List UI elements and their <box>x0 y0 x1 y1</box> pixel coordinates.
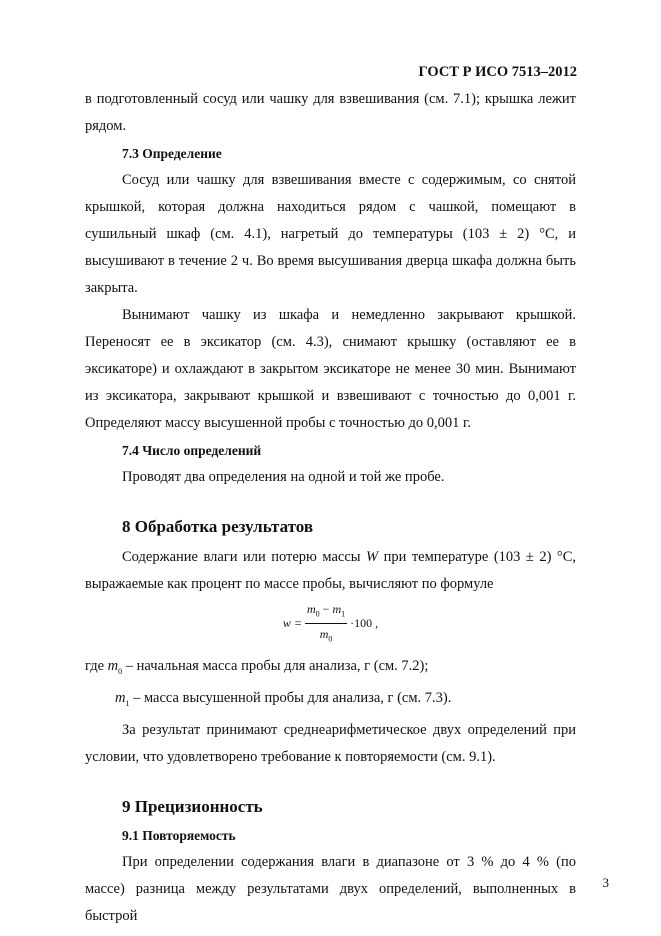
formula-lhs: w = <box>282 616 302 631</box>
paragraph-number-of-determinations: Проводят два определения на одной и той же пробе. <box>122 469 445 485</box>
moisture-formula <box>85 602 576 647</box>
paragraph-continued: в подготовленный сосуд или чашку для взвешивания (см. 7.1); крышка лежит рядом. <box>85 91 576 134</box>
document-body <box>85 86 576 930</box>
section-9-1-heading: 9.1 Повторяемость <box>122 827 236 843</box>
formula-denominator: $m_0$ <box>319 627 333 644</box>
variable-W: W <box>365 549 379 565</box>
section-7-3-heading: 7.3 Определение <box>122 146 222 161</box>
paragraph-drying: Сосуд или чашку для взвешивания вместе с содержимым, со снятой крышкой, которая должна находиться рядом с чашкой, помещают в сушильный шкаф (см. 4.1), нагретый до температуры (103 ± 2) °C, и высушивают в течение 2 ч. Во время высушивания дверца шкафа должна быть закрыта. <box>85 172 576 296</box>
section-7-4-heading: 7.4 Число определений <box>122 443 262 458</box>
formula-fraction <box>305 602 347 647</box>
formula-numerator: $m_0 - m_1$ <box>305 602 347 624</box>
section-9-heading: 9 Прецизионность <box>122 796 263 816</box>
where-m1: $m_1$ – масса высушенной пробы для анализа, г (см. 7.3). <box>115 689 452 708</box>
paragraph-cooling: Вынимают чашку из шкафа и немедленно закрывают крышкой. Переносят ее в эксикатор (см. 4.3), снимают крышку (оставляют ее в эксикаторе) и охлаждают в закрытом эксикаторе не менее 30 мин. Вынимают из эксикатора, закрывают крышкой и взвешивают с точностью до 0,001 г. Определяют массу высушенной пробы с точностью до 0,001 г. <box>85 307 576 431</box>
formula-tail: ·100 , <box>350 616 379 631</box>
paragraph-repeatability: При определении содержания влаги в диапазоне от 3 % до 4 % (по массе) разница между результатами двух определений, выполненных в быстрой <box>85 853 576 924</box>
standard-header: ГОСТ Р ИСО 7513–2012 <box>418 64 577 80</box>
page-number: 3 <box>602 875 609 890</box>
section-8-heading: 8 Обработка результатов <box>122 517 314 536</box>
paragraph-calculation: Содержание влаги или потерю массы W при температуре (103 ± 2) °C, выражаемые как процент по массе пробы, вычисляют по формуле <box>85 549 576 592</box>
paragraph-result: За результат принимают среднеарифметическое двух определений при условии, что удовлетворено требование к повторяемости (см. 9.1). <box>85 721 576 765</box>
where-m0: где $m_0$ – начальная масса пробы для анализа, г (см. 7.2); <box>85 657 429 676</box>
